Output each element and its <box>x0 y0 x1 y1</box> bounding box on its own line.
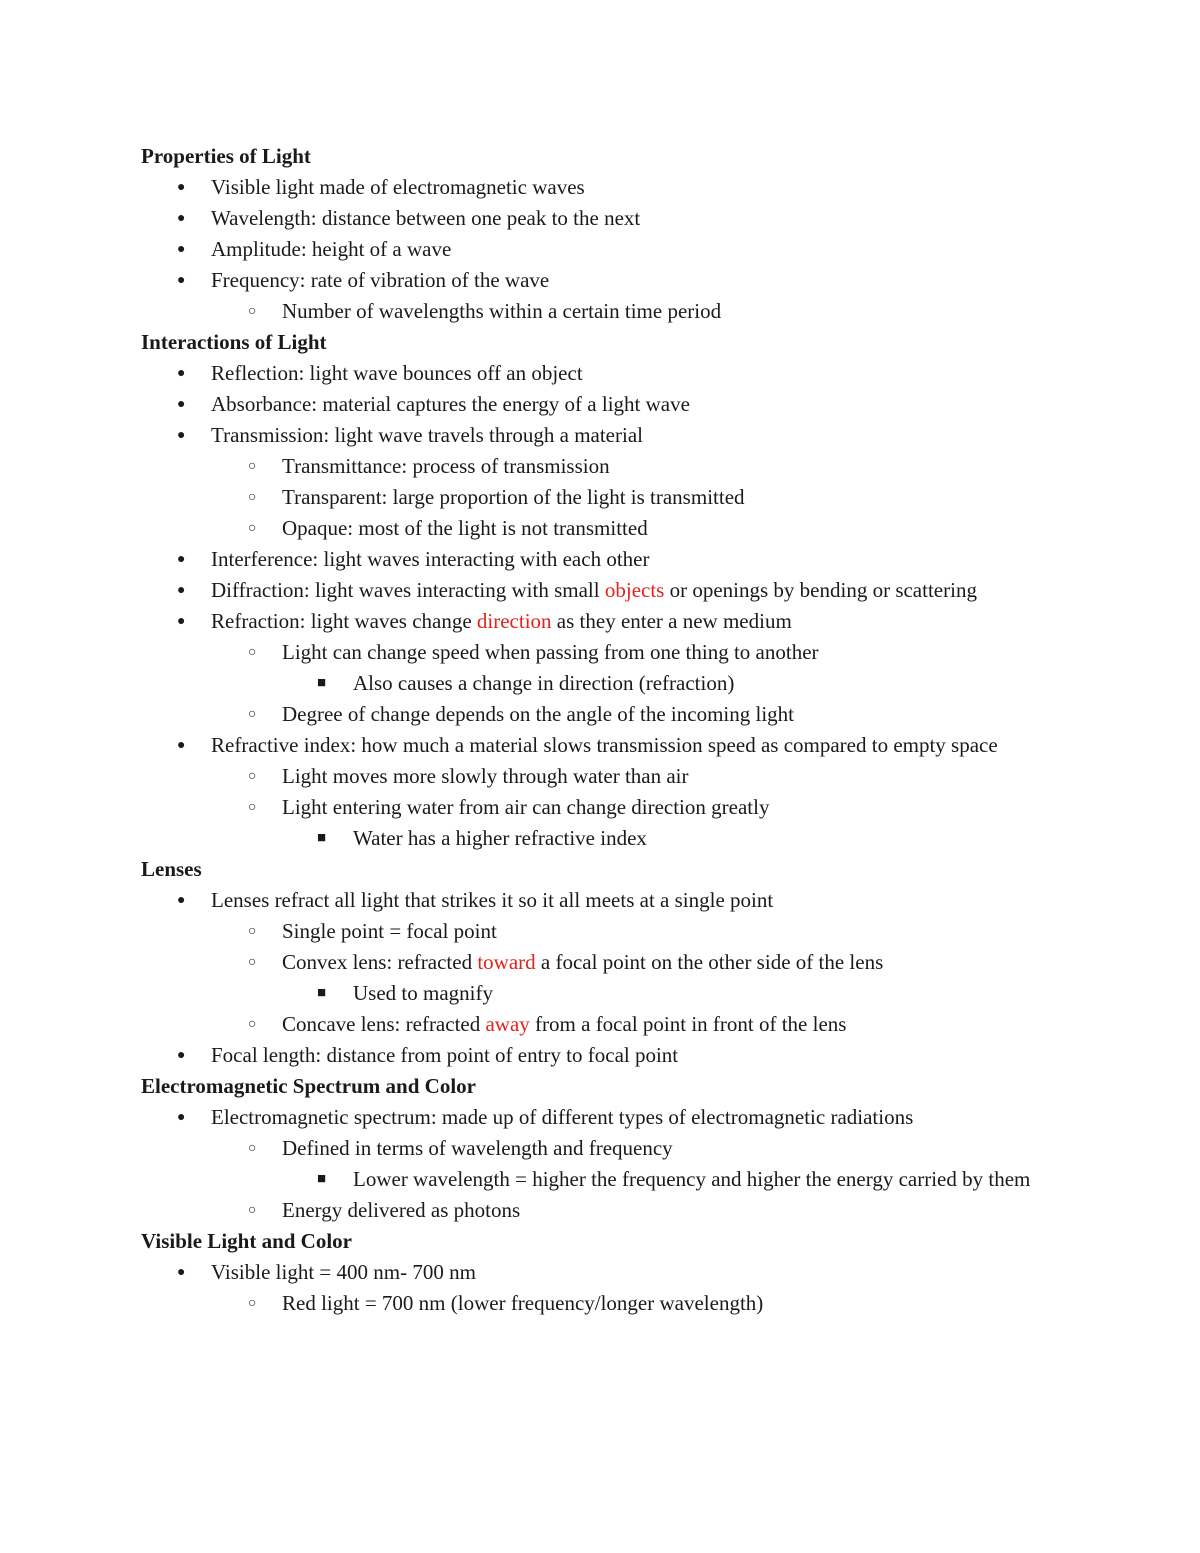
list-item <box>141 792 1061 823</box>
list-item <box>141 1133 1061 1164</box>
list-item <box>141 885 1061 916</box>
item-text: Diffraction: light waves interacting with small <box>211 578 605 602</box>
bullet-disc-icon: ● <box>177 273 186 288</box>
bullet-disc-icon: ● <box>177 428 186 443</box>
item-text: Reflection: light wave bounces off an object <box>211 361 583 385</box>
bullet-circle-icon: ○ <box>248 800 257 815</box>
list-item <box>141 420 1061 451</box>
bullet-circle-icon: ○ <box>248 1017 257 1032</box>
bullet-disc-icon: ● <box>177 397 186 412</box>
list-item <box>141 637 1061 668</box>
item-text: Also causes a change in direction (refraction) <box>353 671 735 695</box>
item-text: Light moves more slowly through water than air <box>282 764 689 788</box>
item-text: a focal point on the other side of the lens <box>535 950 884 974</box>
bullet-circle-icon: ○ <box>248 707 257 722</box>
bullet-disc-icon: ● <box>177 738 186 753</box>
list-item <box>141 1288 1061 1319</box>
bullet-disc-icon: ● <box>177 1048 186 1063</box>
bullet-disc-icon: ● <box>177 366 186 381</box>
list-item <box>141 1040 1061 1071</box>
list-item <box>141 203 1061 234</box>
bullet-circle-icon: ○ <box>248 924 257 939</box>
bullet-disc-icon: ● <box>177 1265 186 1280</box>
item-text: or openings by bending or scattering <box>664 578 977 602</box>
list-item <box>141 1195 1061 1226</box>
item-text: Wavelength: distance between one peak to the next <box>211 206 641 230</box>
list-item <box>141 1164 1061 1195</box>
bullet-disc-icon: ● <box>177 211 186 226</box>
section-heading: Visible Light and Color <box>141 1229 353 1253</box>
list-item <box>141 823 1061 854</box>
item-text: Refraction: light waves change <box>211 609 477 633</box>
item-text: Red light = 700 nm (lower frequency/longer wavelength) <box>282 1291 764 1315</box>
list-item <box>141 699 1061 730</box>
list-item <box>141 761 1061 792</box>
list-item <box>141 172 1061 203</box>
section-heading: Interactions of Light <box>141 330 327 354</box>
bullet-circle-icon: ○ <box>248 521 257 536</box>
item-text: Transparent: large proportion of the light is transmitted <box>282 485 745 509</box>
item-text: Light entering water from air can change direction greatly <box>282 795 770 819</box>
list-item <box>141 482 1061 513</box>
list-item <box>141 978 1061 1009</box>
item-text: Interference: light waves interacting with each other <box>211 547 650 571</box>
bullet-disc-icon: ● <box>177 242 186 257</box>
bullet-disc-icon: ● <box>177 583 186 598</box>
list-item <box>141 730 1061 761</box>
item-text: Used to magnify <box>353 981 493 1005</box>
section-heading: Lenses <box>141 857 202 881</box>
list-item <box>141 234 1061 265</box>
section-heading: Properties of Light <box>141 144 311 168</box>
bullet-disc-icon: ● <box>177 893 186 908</box>
list-item <box>141 265 1061 296</box>
list-item <box>141 668 1061 699</box>
section-heading: Electromagnetic Spectrum and Color <box>141 1074 476 1098</box>
item-text: Electromagnetic spectrum: made up of different types of electromagnetic radiations <box>211 1105 914 1129</box>
item-text: Transmittance: process of transmission <box>282 454 610 478</box>
item-text: from a focal point in front of the lens <box>529 1012 847 1036</box>
item-text: Energy delivered as photons <box>282 1198 521 1222</box>
item-text: Transmission: light wave travels through a material <box>211 423 643 447</box>
list-item <box>141 513 1061 544</box>
list-item <box>141 544 1061 575</box>
list-item <box>141 947 1061 978</box>
document-body <box>141 141 1061 1319</box>
item-text: Refractive index: how much a material slows transmission speed as compared to empty space <box>211 733 998 757</box>
bullet-disc-icon: ● <box>177 552 186 567</box>
item-text: Visible light = 400 nm- 700 nm <box>211 1260 476 1284</box>
bullet-circle-icon: ○ <box>248 1203 257 1218</box>
item-text: Focal length: distance from point of entry to focal point <box>211 1043 679 1067</box>
bullet-square-icon: ■ <box>317 985 327 1001</box>
list-item <box>141 916 1061 947</box>
item-text: Lower wavelength = higher the frequency and higher the energy carried by them <box>353 1167 1031 1191</box>
list-item <box>141 358 1061 389</box>
list-item <box>141 575 1061 606</box>
bullet-disc-icon: ● <box>177 1110 186 1125</box>
bullet-circle-icon: ○ <box>248 304 257 319</box>
highlighted-text: objects <box>604 578 665 602</box>
list-item <box>141 451 1061 482</box>
item-text: Single point = focal point <box>282 919 497 943</box>
bullet-square-icon: ■ <box>317 1171 327 1187</box>
bullet-disc-icon: ● <box>177 614 186 629</box>
item-text: Defined in terms of wavelength and frequency <box>282 1136 673 1160</box>
item-text: Concave lens: refracted <box>282 1012 486 1036</box>
bullet-square-icon: ■ <box>317 675 327 691</box>
bullet-circle-icon: ○ <box>248 459 257 474</box>
item-text: Amplitude: height of a wave <box>211 237 452 261</box>
list-item <box>141 1257 1061 1288</box>
item-text: Number of wavelengths within a certain time period <box>282 299 722 323</box>
bullet-circle-icon: ○ <box>248 955 257 970</box>
bullet-circle-icon: ○ <box>248 490 257 505</box>
list-item <box>141 1102 1061 1133</box>
item-text: Absorbance: material captures the energy of a light wave <box>211 392 690 416</box>
bullet-square-icon: ■ <box>317 830 327 846</box>
item-text: as they enter a new medium <box>551 609 792 633</box>
item-text: Degree of change depends on the angle of the incoming light <box>282 702 794 726</box>
list-item <box>141 1009 1061 1040</box>
highlighted-text: direction <box>476 609 552 633</box>
item-text: Light can change speed when passing from one thing to another <box>282 640 819 664</box>
highlighted-text: away <box>485 1012 530 1036</box>
item-text: Water has a higher refractive index <box>353 826 647 850</box>
bullet-circle-icon: ○ <box>248 645 257 660</box>
bullet-circle-icon: ○ <box>248 769 257 784</box>
item-text: Frequency: rate of vibration of the wave <box>211 268 550 292</box>
bullet-disc-icon: ● <box>177 180 186 195</box>
list-item <box>141 296 1061 327</box>
highlighted-text: toward <box>477 950 536 974</box>
item-text: Opaque: most of the light is not transmitted <box>282 516 648 540</box>
item-text: Lenses refract all light that strikes it so it all meets at a single point <box>211 888 774 912</box>
bullet-circle-icon: ○ <box>248 1296 257 1311</box>
list-item <box>141 389 1061 420</box>
list-item <box>141 606 1061 637</box>
bullet-circle-icon: ○ <box>248 1141 257 1156</box>
item-text: Visible light made of electromagnetic waves <box>211 175 585 199</box>
item-text: Convex lens: refracted <box>282 950 478 974</box>
